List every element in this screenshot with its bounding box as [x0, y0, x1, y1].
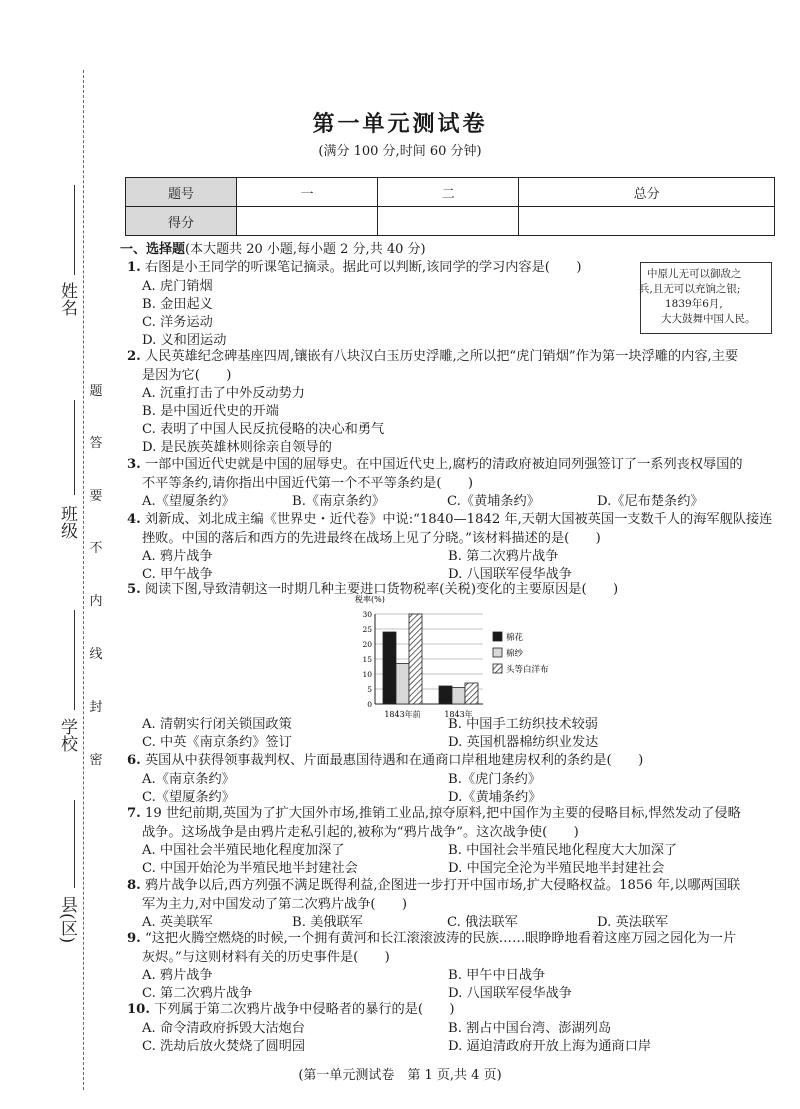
- chart-y-tick: 25: [362, 625, 372, 634]
- seal-char: 线: [89, 647, 103, 662]
- answer-option[interactable]: C.《黄埔条约》: [447, 494, 540, 509]
- answer-option[interactable]: C. 表明了中国人民反抗侵略的决心和勇气: [142, 422, 385, 437]
- page-footer: (第一单元测试卷 第 1 页,共 4 页): [298, 1068, 502, 1083]
- school-input-line[interactable]: [74, 610, 75, 710]
- name-label: 姓名: [57, 282, 77, 316]
- question-text: 不平等条约,请你指出中国近代第一个不平等条约是( ): [142, 475, 473, 491]
- page-subtitle: (满分 100 分,时间 60 分钟): [318, 144, 482, 159]
- question-text: “这把火腾空燃烧的时候,一个拥有黄河和长江滚滚波涛的民族……眼睁睁地看着这座万园之园化为一片: [144, 931, 737, 946]
- score-input-cell[interactable]: [519, 207, 775, 236]
- question-stem: [127, 511, 772, 530]
- answer-option[interactable]: C. 俄法联军: [447, 915, 518, 930]
- question-text: 灰烬。”与这则材料有关的历史事件是( ): [142, 949, 390, 965]
- chart-y-tick: 10: [362, 670, 372, 679]
- answer-option[interactable]: A. 中国社会半殖民地化程度加深了: [142, 843, 345, 858]
- answer-option[interactable]: C. 中国开始沦为半殖民地半封建社会: [142, 861, 358, 876]
- answer-option[interactable]: C. 中英《南京条约》签订: [142, 735, 292, 750]
- answer-option[interactable]: C. 第二次鸦片战争: [142, 986, 253, 1001]
- answer-option[interactable]: B.《虎门条约》: [448, 771, 542, 787]
- chart-legend-label: 棉花: [506, 633, 524, 643]
- question-text: 人民英雄纪念碑基座四周,镶嵌有八块汉白玉历史浮雕,之所以把“虎门销烟”作为第一块浮雕的内容,主要: [144, 349, 739, 364]
- seal-char: 封: [89, 700, 103, 715]
- chart-bar: [439, 686, 452, 704]
- question-number: 4.: [127, 512, 141, 527]
- answer-option[interactable]: B. 是中国近代史的开端: [142, 404, 279, 419]
- section-title: 一、选择题: [120, 242, 186, 257]
- question-number: 5.: [127, 582, 141, 597]
- chart-y-tick: 0: [367, 700, 372, 709]
- name-input-line[interactable]: [74, 185, 75, 275]
- question-text: 刘新成、刘北成主编《世界史・近代卷》中说:“1840—1842 年,天朝大国被英国一支数千人的海军舰队接连: [144, 512, 773, 527]
- chart-bar: [383, 632, 396, 704]
- answer-option[interactable]: D. 英法联军: [597, 915, 669, 930]
- answer-option[interactable]: D. 中国完全沦为半殖民地半封建社会: [448, 861, 665, 876]
- answer-option[interactable]: B.《南京条约》: [292, 494, 386, 509]
- answer-option[interactable]: B. 中国手工纺织技术较弱: [448, 717, 598, 732]
- scroll-line: 1839年6月,: [665, 298, 723, 310]
- chart-y-tick: 30: [362, 610, 372, 619]
- answer-option[interactable]: A. 鸦片战争: [142, 968, 213, 983]
- answer-option[interactable]: A. 英美联军: [142, 915, 213, 930]
- page-title: 第一单元测试卷: [312, 111, 488, 137]
- question-number: 2.: [127, 349, 141, 364]
- chart-x-tick: 1843年: [444, 710, 473, 719]
- score-input-cell[interactable]: [378, 207, 519, 236]
- question-stem: [127, 259, 581, 278]
- question-stem: [142, 896, 407, 915]
- score-input-cell[interactable]: [237, 207, 378, 236]
- school-label: 学校: [57, 718, 77, 752]
- answer-option[interactable]: D.《黄埔条约》: [448, 789, 542, 805]
- seal-char: 答: [89, 436, 103, 451]
- chart-legend-label: 棉纱: [506, 649, 524, 659]
- chart-legend-swatch: [493, 664, 502, 673]
- class-input-line[interactable]: [74, 400, 75, 495]
- answer-option[interactable]: C. 甲午战争: [142, 567, 213, 582]
- answer-option[interactable]: A. 命令清政府拆毁大沽炮台: [142, 1020, 305, 1036]
- answer-option[interactable]: D. 英国机器棉纺织业发达: [448, 735, 599, 750]
- question-stem: [127, 930, 736, 949]
- question-number: 8.: [127, 878, 141, 893]
- score-cell: 二: [378, 178, 519, 207]
- question-text: 阅读下图,导致清朝这一时期几种主要进口货物税率(关税)变化的主要原因是( ): [144, 582, 619, 597]
- question-stem: [127, 752, 643, 771]
- answer-option[interactable]: A.《南京条约》: [142, 771, 235, 787]
- score-table: [125, 177, 775, 236]
- section-heading: [120, 238, 426, 257]
- answer-option[interactable]: A. 虎门销烟: [142, 278, 213, 294]
- question-number: 9.: [127, 931, 141, 946]
- question-stem: [142, 367, 231, 386]
- answer-option[interactable]: D. 八国联军侵华战争: [448, 567, 572, 582]
- question-text: 下列属于第二次鸦片战争中侵略者的暴行的是( ): [154, 1002, 455, 1017]
- chart-bar: [396, 664, 409, 705]
- chart-bar: [465, 683, 478, 704]
- seal-char: 内: [89, 594, 103, 609]
- question-text: 是因为它( ): [142, 367, 232, 383]
- scroll-line: 兵,且无可以充饷之银;: [639, 283, 741, 295]
- answer-option[interactable]: D. 义和团运动: [142, 332, 227, 348]
- question-stem: [142, 949, 390, 968]
- scroll-line: 大大鼓舞中国人民。: [661, 313, 756, 325]
- score-cell: 题号: [126, 178, 237, 207]
- answer-option[interactable]: B. 割占中国台湾、澎湖列岛: [448, 1020, 612, 1036]
- score-cell: 总分: [519, 178, 775, 207]
- answer-option[interactable]: C. 洋务运动: [142, 314, 213, 330]
- scroll-line: 中原儿无可以御敌之: [647, 268, 742, 280]
- answer-option[interactable]: D. 八国联军侵华战争: [448, 986, 572, 1001]
- question-text: 军为主力,对中国发动了第二次鸦片战争( ): [142, 896, 408, 912]
- question-text: 战争。这场战争是由鸦片走私引起的,被称为“鸦片战争”。这次战争使( ): [142, 824, 579, 840]
- question-text: 英国从中获得领事裁判权、片面最惠国待遇和在通商口岸租地建房权利的条约是( ): [144, 753, 644, 768]
- chart-y-tick: 20: [362, 640, 372, 649]
- seal-char: 要: [89, 489, 103, 504]
- answer-option[interactable]: B. 甲午中日战争: [448, 968, 546, 983]
- seal-char: 不: [89, 541, 103, 556]
- answer-option[interactable]: D. 逼迫清政府开放上海为通商口岸: [448, 1038, 652, 1054]
- question-stem: [127, 348, 738, 367]
- chart-y-tick: 5: [367, 685, 372, 694]
- answer-option[interactable]: A. 鸦片战争: [142, 549, 213, 564]
- score-cell: 一: [237, 178, 378, 207]
- question-stem: [127, 456, 743, 475]
- seal-char: 题: [89, 384, 103, 399]
- answer-option[interactable]: B. 美俄联军: [292, 915, 363, 930]
- chart-bar: [452, 688, 465, 705]
- answer-option[interactable]: B. 中国社会半殖民地化程度大大加深了: [448, 843, 678, 858]
- question-number: 1.: [127, 260, 141, 275]
- question-stem: [127, 877, 740, 896]
- chart-bar: [409, 614, 422, 704]
- county-input-line[interactable]: [74, 800, 75, 888]
- question-text: 右图是小王同学的听课笔记摘录。据此可以判断,该同学的学习内容是( ): [144, 260, 582, 275]
- answer-option[interactable]: C.《望厦条约》: [142, 789, 235, 805]
- answer-option[interactable]: D.《尼布楚条约》: [597, 494, 704, 509]
- seal-char: 密: [89, 753, 103, 768]
- county-label: 县(区): [57, 896, 77, 944]
- section-note: (本大题共 20 小题,每小题 2 分,共 40 分): [185, 242, 426, 257]
- answer-option[interactable]: A.《望厦条约》: [142, 494, 235, 509]
- answer-option[interactable]: B. 金田起义: [142, 296, 213, 312]
- answer-option[interactable]: C. 洗劫后放火焚烧了圆明园: [142, 1038, 306, 1054]
- chart-y-tick: 15: [362, 655, 372, 664]
- question-stem: [142, 824, 579, 843]
- question-stem: [142, 530, 601, 549]
- question-text: 一部中国近代史就是中国的屈辱史。在中国近代史上,腐朽的清政府被迫同列强签订了一系列丧权辱国的: [144, 457, 743, 472]
- class-label: 班级: [57, 505, 77, 539]
- question-number: 7.: [127, 806, 141, 821]
- answer-option[interactable]: B. 第二次鸦片战争: [448, 549, 559, 564]
- answer-option[interactable]: D. 是民族英雄林则徐亲自领导的: [142, 440, 332, 455]
- question-stem: [127, 805, 741, 824]
- chart-y-label: 税率(%): [355, 595, 385, 604]
- lecture-note-scroll: [640, 262, 772, 334]
- question-stem: [127, 1001, 455, 1020]
- tariff-bar-chart: [355, 592, 585, 722]
- chart-x-tick: 1843年前: [384, 710, 421, 719]
- question-number: 3.: [127, 457, 141, 472]
- chart-legend-swatch: [493, 648, 502, 657]
- score-table-header-row: [126, 178, 775, 207]
- chart-legend-swatch: [493, 632, 502, 641]
- question-text: 挫败。中国的落后和西方的先进最终在战场上见了分晓。”该材料描述的是( ): [142, 530, 601, 546]
- score-cell: 得分: [126, 207, 237, 236]
- question-text: 鸦片战争以后,西方列强不满足既得利益,企图进一步打开中国市场,扩大侵略权益。1856 年,以哪两国联: [144, 878, 741, 893]
- score-table-score-row: [126, 207, 775, 236]
- chart-legend-label: 头等白洋布: [506, 665, 549, 675]
- question-stem: [142, 475, 473, 494]
- answer-option[interactable]: A. 清朝实行闭关锁国政策: [142, 717, 292, 732]
- question-text: 19 世纪前期,英国为了扩大国外市场,推销工业品,掠夺原料,把中国作为主要的侵略目标,悍然发动了侵略: [144, 806, 741, 821]
- binding-dashed-line: [83, 70, 84, 1090]
- question-number: 6.: [127, 753, 141, 768]
- answer-option[interactable]: A. 沉重打击了中外反动势力: [142, 386, 305, 401]
- question-number: 10.: [127, 1002, 150, 1017]
